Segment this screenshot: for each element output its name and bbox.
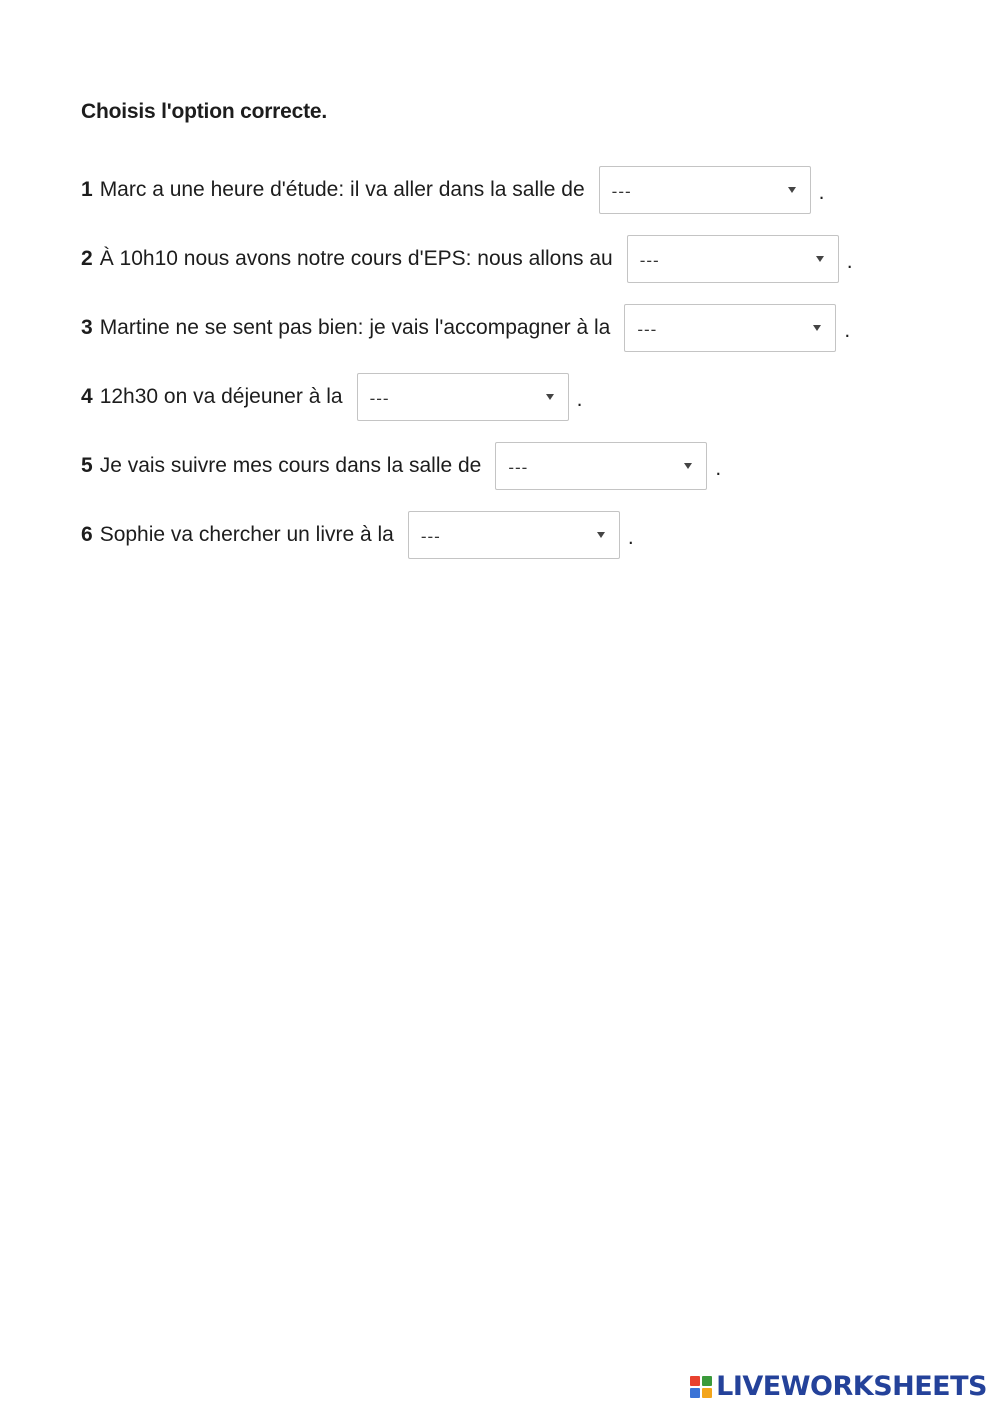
question-2 <box>81 235 853 283</box>
select-value: --- <box>637 320 658 339</box>
answer-select-5[interactable] <box>495 442 707 490</box>
question-4 <box>81 373 582 421</box>
question-number: 1 <box>81 178 93 201</box>
dropdown-arrow-icon <box>816 256 824 262</box>
question-text: Martine ne se sent pas bien: je vais l'accompagner à la <box>99 316 611 339</box>
answer-select-1[interactable] <box>599 166 811 214</box>
answer-select-3[interactable] <box>624 304 836 352</box>
sentence-end: . <box>576 388 583 411</box>
liveworksheets-logo <box>690 1371 987 1402</box>
logo-wordmark: LIVEWORKSHEETS <box>716 1371 987 1402</box>
dropdown-arrow-icon <box>813 325 821 331</box>
question-number: 5 <box>81 454 93 477</box>
select-value: --- <box>420 527 441 546</box>
question-number: 3 <box>81 316 93 339</box>
dropdown-arrow-icon <box>546 394 554 400</box>
question-number: 4 <box>81 385 93 408</box>
sentence-end: . <box>627 526 634 549</box>
instruction-heading: Choisis l'option correcte. <box>81 100 328 123</box>
sentence-end: . <box>846 250 853 273</box>
select-value: --- <box>611 182 632 201</box>
sentence-end: . <box>818 181 825 204</box>
dropdown-arrow-icon <box>684 463 692 469</box>
sentence-end: . <box>844 319 851 342</box>
answer-select-4[interactable] <box>357 373 569 421</box>
sentence-end: . <box>715 457 722 480</box>
answer-select-6[interactable] <box>408 511 620 559</box>
question-text: Sophie va chercher un livre à la <box>99 523 394 546</box>
question-1 <box>81 166 825 214</box>
question-text: 12h30 on va déjeuner à la <box>99 385 343 408</box>
question-5 <box>81 442 721 490</box>
question-number: 6 <box>81 523 93 546</box>
select-value: --- <box>508 458 529 477</box>
answer-select-2[interactable] <box>627 235 839 283</box>
question-6 <box>81 511 634 559</box>
question-number: 2 <box>81 247 93 270</box>
logo-blocks-icon <box>690 1376 712 1398</box>
dropdown-arrow-icon <box>788 187 796 193</box>
select-value: --- <box>369 389 390 408</box>
question-3 <box>81 304 850 352</box>
dropdown-arrow-icon <box>597 532 605 538</box>
question-text: Marc a une heure d'étude: il va aller dans la salle de <box>99 178 585 201</box>
select-value: --- <box>639 251 660 270</box>
question-text: Je vais suivre mes cours dans la salle de <box>99 454 482 477</box>
question-text: À 10h10 nous avons notre cours d'EPS: nous allons au <box>99 247 613 270</box>
